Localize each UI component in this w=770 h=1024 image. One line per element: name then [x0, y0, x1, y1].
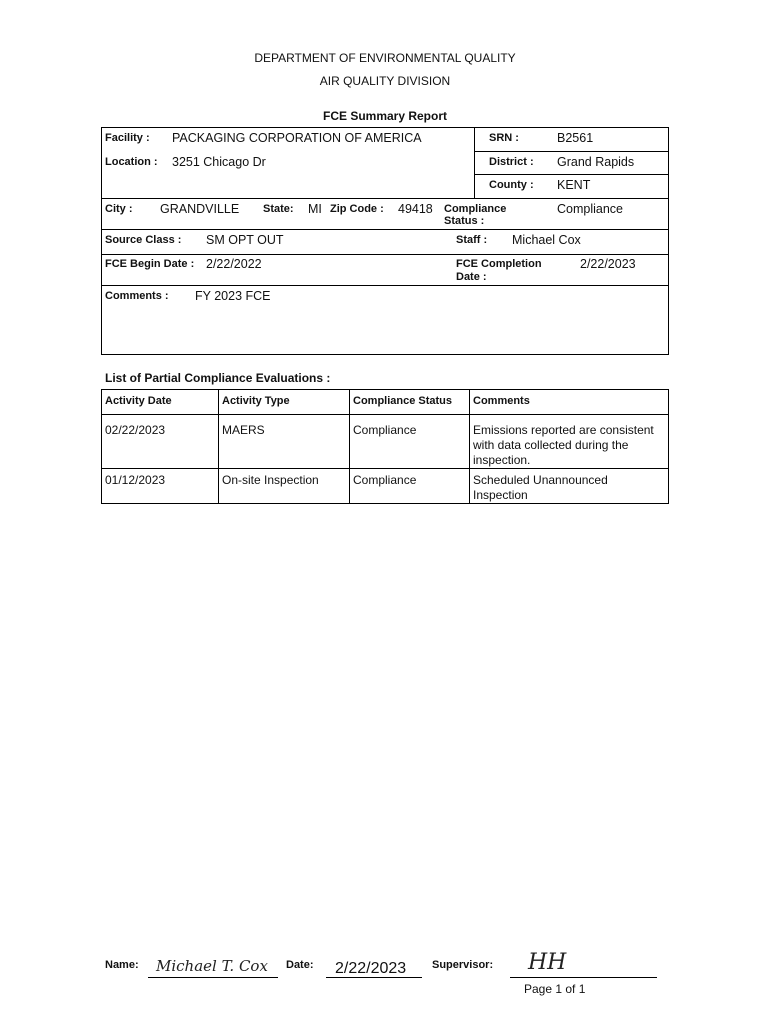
row-activity-type: On-site Inspection [222, 473, 319, 487]
row-comment-line: Emissions reported are consistent [473, 423, 654, 437]
location-value: 3251 Chicago Dr [172, 155, 266, 169]
supervisor-label: Supervisor: [432, 959, 494, 971]
facility-label: Facility : [105, 132, 150, 144]
state-value: MI [308, 202, 322, 216]
zip-label: Zip Code : [330, 203, 384, 215]
pce-col-divider-2 [349, 389, 350, 503]
row-compliance-status: Compliance [353, 473, 417, 487]
district-value: Grand Rapids [557, 155, 635, 169]
divider-source-row [101, 229, 668, 230]
comments-value: FY 2023 FCE [195, 289, 271, 303]
city-label: City : [105, 203, 133, 215]
fce-completion-label: FCE Completion [456, 258, 542, 270]
row-compliance-status: Compliance [353, 423, 417, 437]
divider-district-county [474, 174, 668, 175]
fce-completion-label-line2: Date : [456, 271, 487, 283]
fce-completion-value: 2/22/2023 [580, 257, 636, 271]
pce-bottom-line [101, 503, 668, 504]
divider-fce-row [101, 254, 668, 255]
report-title: FCE Summary Report [322, 109, 448, 123]
pce-row-divider [101, 468, 668, 469]
supervisor-signature: HH [528, 950, 567, 975]
location-label: Location : [105, 156, 158, 168]
divider-city-row [101, 198, 668, 199]
divider-srn-district [474, 151, 668, 152]
fce-begin-value: 2/22/2022 [206, 257, 262, 271]
divider-comments-row [101, 285, 668, 286]
division-heading: AIR QUALITY DIVISION [319, 74, 451, 88]
pce-header-divider [101, 414, 668, 415]
row-activity-date: 02/22/2023 [105, 423, 166, 437]
name-signature-line [148, 977, 278, 978]
srn-value: B2561 [557, 131, 594, 145]
page-number: Page 1 of 1 [524, 982, 586, 996]
department-heading: DEPARTMENT OF ENVIRONMENTAL QUALITY [254, 51, 516, 65]
name-label: Name: [105, 959, 139, 971]
pce-col-divider-1 [218, 389, 219, 503]
pce-col-divider-3 [469, 389, 470, 503]
source-class-label: Source Class : [105, 234, 182, 246]
row-comment-line: with data collected during the [473, 438, 629, 452]
row-activity-type: MAERS [222, 423, 265, 437]
state-label: State: [263, 203, 294, 215]
fce-begin-label: FCE Begin Date : [105, 258, 195, 270]
supervisor-signature-line [510, 977, 657, 978]
row-comment-line: Inspection [473, 488, 528, 502]
column-header-activity-date: Activity Date [105, 395, 172, 407]
column-header-compliance-status: Compliance Status [353, 395, 453, 407]
district-label: District : [489, 156, 534, 168]
date-line [326, 977, 422, 978]
column-header-activity-type: Activity Type [222, 395, 290, 407]
compliance-status-label: Compliance [444, 203, 507, 215]
facility-box-bottom [101, 354, 668, 355]
row-comment-line: Scheduled Unannounced [473, 473, 608, 487]
srn-label: SRN : [489, 132, 519, 144]
compliance-status-value: Compliance [557, 202, 624, 216]
row-activity-date: 01/12/2023 [105, 473, 166, 487]
pce-section-title: List of Partial Compliance Evaluations : [105, 371, 331, 385]
facility-value: PACKAGING CORPORATION OF AMERICA [172, 131, 422, 145]
county-value: KENT [557, 178, 591, 192]
date-value: 2/22/2023 [335, 960, 407, 977]
column-header-comments: Comments [473, 395, 530, 407]
name-signature: Michael T. Cox [156, 957, 268, 975]
row-comment-line: inspection. [473, 453, 531, 467]
date-label: Date: [286, 959, 314, 971]
zip-value: 49418 [398, 202, 433, 216]
divider-srn-column [474, 127, 475, 198]
city-value: GRANDVILLE [160, 202, 240, 216]
compliance-status-label-line2: Status : [444, 215, 485, 227]
source-class-value: SM OPT OUT [206, 233, 284, 247]
staff-value: Michael Cox [512, 233, 581, 247]
staff-label: Staff : [456, 234, 488, 246]
comments-label: Comments : [105, 290, 169, 302]
county-label: County : [489, 179, 534, 191]
